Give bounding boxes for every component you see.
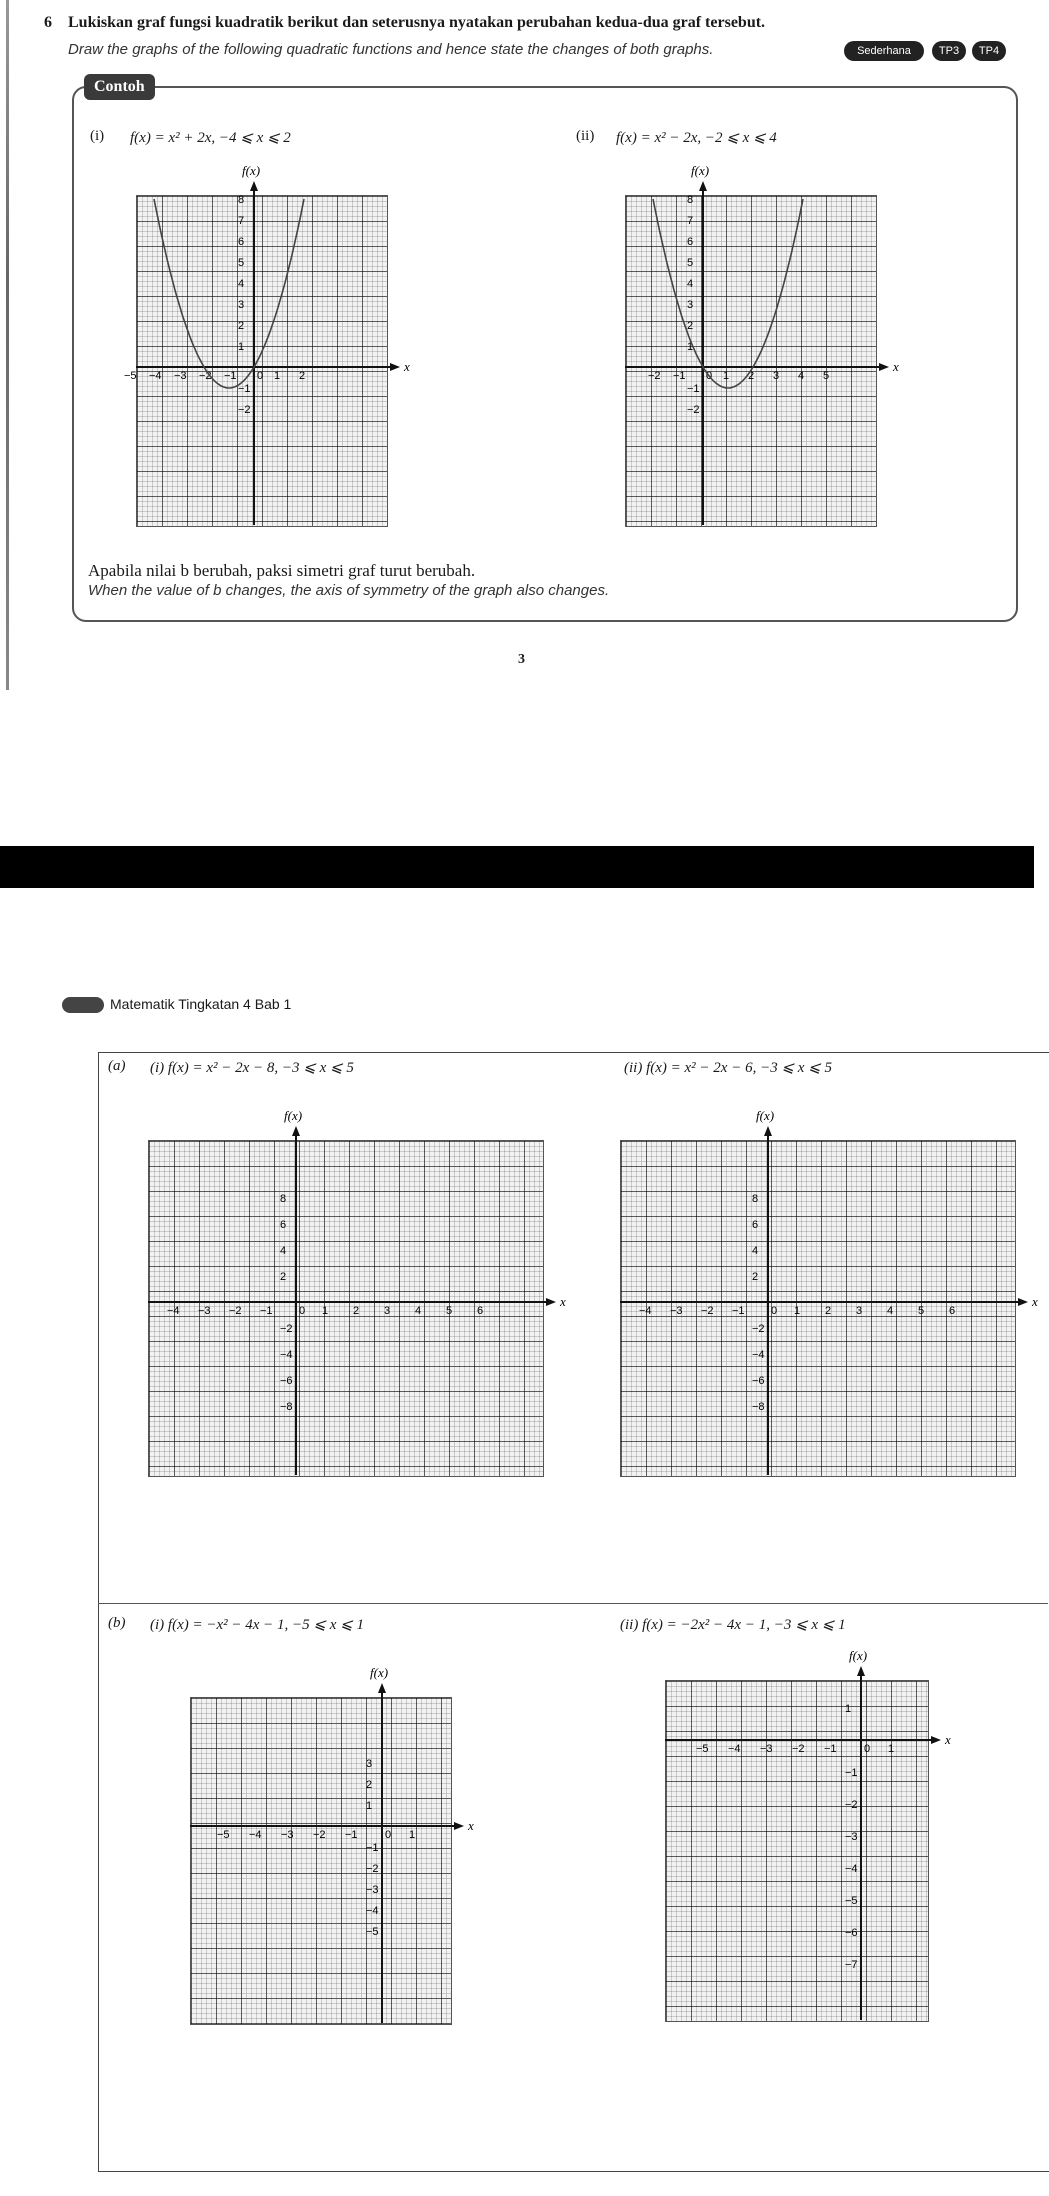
y-tick-label: −1 [366, 1842, 379, 1854]
part-a-ii-function: (ii) f(x) = x² − 2x − 6, −3 ⩽ x ⩽ 5 [624, 1060, 832, 1076]
x-tick-label: 2 [825, 1305, 832, 1317]
graph-b-i-axes [190, 1665, 474, 2023]
x-tick-label: 6 [949, 1305, 956, 1317]
y-tick-label: 2 [366, 1779, 373, 1791]
x-tick-label: −2 [701, 1305, 714, 1317]
y-tick-label: −1 [845, 1767, 858, 1779]
x-tick-label: −5 [217, 1829, 230, 1841]
x-tick-label: −5 [124, 370, 137, 382]
x-tick-label: −4 [249, 1829, 262, 1841]
page-separator [0, 846, 1034, 888]
graph-b-ii [665, 1648, 951, 2020]
y-tick-label: −1 [687, 383, 700, 395]
x-tick-label: 2 [299, 370, 306, 382]
y-tick-label: −6 [280, 1375, 293, 1387]
x-tick-label: 0 [299, 1305, 306, 1317]
x-tick-label: 1 [274, 370, 281, 382]
y-tick-label: 2 [687, 320, 694, 332]
y-tick-label: 4 [280, 1245, 287, 1257]
y-axis-label: f(x) [691, 163, 710, 178]
difficulty-badge: Sederhana [844, 41, 924, 61]
y-tick-label: 4 [687, 278, 694, 290]
x-tick-label: −3 [198, 1305, 211, 1317]
x-tick-label: 0 [706, 370, 713, 382]
x-tick-label: 5 [823, 370, 830, 382]
x-axis-label: x [945, 1732, 951, 1747]
x-axis-label: x [404, 359, 410, 374]
x-tick-label: 0 [385, 1829, 392, 1841]
y-tick-label: −6 [752, 1375, 765, 1387]
x-tick-label: 3 [856, 1305, 863, 1317]
x-tick-label: 4 [798, 370, 805, 382]
y-tick-label: 5 [687, 257, 694, 269]
x-tick-label: −3 [760, 1743, 773, 1755]
question-number: 6 [44, 14, 52, 31]
x-axis-label: x [560, 1294, 566, 1309]
y-tick-label: −2 [845, 1799, 858, 1811]
part-b-i-function: (i) f(x) = −x² − 4x − 1, −5 ⩽ x ⩽ 1 [150, 1617, 364, 1633]
page-number: 3 [518, 652, 525, 667]
y-tick-label: −5 [845, 1895, 858, 1907]
part-b-label: (b) [108, 1615, 126, 1631]
y-tick-label: −2 [280, 1323, 293, 1335]
x-tick-label: −1 [224, 370, 237, 382]
quadratic-curve [154, 199, 304, 388]
x-tick-label: −4 [149, 370, 162, 382]
page-header-text: Matematik Tingkatan 4 Bab 1 [110, 996, 292, 1012]
part-a-label: (a) [108, 1058, 126, 1074]
y-tick-label: 7 [687, 215, 694, 227]
y-tick-label: −3 [845, 1831, 858, 1843]
part-a-i-function: (i) f(x) = x² − 2x − 8, −3 ⩽ x ⩽ 5 [150, 1060, 354, 1076]
y-tick-label: −2 [366, 1863, 379, 1875]
x-tick-label: 1 [794, 1305, 801, 1317]
y-tick-label: −2 [752, 1323, 765, 1335]
example-part-i-function: f(x) = x² + 2x, −4 ⩽ x ⩽ 2 [130, 130, 291, 146]
graph-a-ii [620, 1108, 1038, 1475]
x-tick-label: −4 [167, 1305, 180, 1317]
y-axis-label: f(x) [756, 1108, 775, 1123]
conclusion-ms: Apabila nilai b berubah, paksi simetri graf turut berubah. [88, 561, 476, 580]
x-tick-label: 1 [723, 370, 730, 382]
y-tick-label: −5 [366, 1926, 379, 1938]
y-tick-label: −2 [687, 404, 700, 416]
x-tick-label: −1 [673, 370, 686, 382]
graph-example-ii [625, 163, 899, 525]
scan-edge [6, 0, 9, 690]
y-axis-label: f(x) [242, 163, 261, 178]
example-part-ii-function: f(x) = x² − 2x, −2 ⩽ x ⩽ 4 [616, 130, 777, 146]
y-tick-label: 3 [366, 1758, 373, 1770]
x-tick-label: −1 [824, 1743, 837, 1755]
x-tick-label: −2 [313, 1829, 326, 1841]
y-tick-label: 6 [238, 236, 245, 248]
quadratic-curve [653, 199, 803, 388]
x-tick-label: −2 [229, 1305, 242, 1317]
x-tick-label: −3 [670, 1305, 683, 1317]
conclusion-en: When the value of b changes, the axis of symmetry of the graph also changes. [88, 582, 610, 599]
graph-example-ii-axes [625, 163, 899, 525]
y-tick-label: −4 [845, 1863, 858, 1875]
x-tick-label: −2 [648, 370, 661, 382]
x-axis-label: x [468, 1818, 474, 1833]
page-header [62, 996, 291, 1013]
x-tick-label: −1 [260, 1305, 273, 1317]
y-tick-label: 1 [366, 1800, 373, 1812]
example-part-ii-label: (ii) [576, 128, 595, 144]
graph-a-i [148, 1108, 566, 1475]
y-axis-label: f(x) [370, 1665, 389, 1680]
y-tick-label: 4 [752, 1245, 759, 1257]
x-tick-label: 4 [415, 1305, 422, 1317]
y-axis-label: f(x) [284, 1108, 303, 1123]
x-tick-label: 4 [887, 1305, 894, 1317]
x-tick-label: 5 [446, 1305, 453, 1317]
x-axis-label: x [893, 359, 899, 374]
x-tick-label: −2 [199, 370, 212, 382]
part-b-ii-function: (ii) f(x) = −2x² − 4x − 1, −3 ⩽ x ⩽ 1 [620, 1617, 846, 1633]
y-tick-label: 2 [752, 1271, 759, 1283]
y-tick-label: 1 [238, 341, 245, 353]
x-tick-label: 2 [748, 370, 755, 382]
x-tick-label: −3 [281, 1829, 294, 1841]
question-text-en: Draw the graphs of the following quadratic functions and hence state the changes of both graphs. [68, 41, 714, 58]
y-tick-label: −1 [238, 383, 251, 395]
x-axis-label: x [1032, 1294, 1038, 1309]
x-tick-label: 3 [773, 370, 780, 382]
y-tick-label: 3 [687, 299, 694, 311]
x-tick-label: 6 [477, 1305, 484, 1317]
x-tick-label: 1 [322, 1305, 329, 1317]
y-tick-label: 8 [687, 194, 694, 206]
graph-example-i [124, 163, 410, 525]
x-tick-label: 3 [384, 1305, 391, 1317]
y-tick-label: 5 [238, 257, 245, 269]
x-tick-label: −3 [174, 370, 187, 382]
y-tick-label: 2 [238, 320, 245, 332]
answer-divider [98, 1603, 1048, 1604]
x-tick-label: −5 [696, 1743, 709, 1755]
y-tick-label: 3 [238, 299, 245, 311]
x-tick-label: 0 [771, 1305, 778, 1317]
y-tick-label: 2 [280, 1271, 287, 1283]
x-tick-label: 1 [409, 1829, 416, 1841]
y-tick-label: 6 [752, 1219, 759, 1231]
y-tick-label: 8 [238, 194, 245, 206]
y-tick-label: −4 [366, 1905, 379, 1917]
x-tick-label: 0 [864, 1743, 871, 1755]
x-tick-label: −1 [732, 1305, 745, 1317]
x-tick-label: 2 [353, 1305, 360, 1317]
y-tick-label: −2 [238, 404, 251, 416]
y-tick-label: 4 [238, 278, 245, 290]
y-tick-label: 8 [752, 1193, 759, 1205]
y-tick-label: 6 [687, 236, 694, 248]
x-tick-label: −4 [728, 1743, 741, 1755]
y-tick-label: 1 [845, 1703, 852, 1715]
graph-example-i-axes [124, 163, 410, 525]
x-tick-label: 0 [257, 370, 264, 382]
y-tick-label: −8 [752, 1401, 765, 1413]
y-tick-label: 1 [687, 341, 694, 353]
book-logo-icon [62, 997, 104, 1013]
y-tick-label: −7 [845, 1959, 858, 1971]
y-tick-label: −4 [752, 1349, 765, 1361]
y-tick-label: 7 [238, 215, 245, 227]
y-tick-label: −4 [280, 1349, 293, 1361]
tp3-badge: TP3 [932, 41, 966, 61]
x-tick-label: −4 [639, 1305, 652, 1317]
x-tick-label: −1 [345, 1829, 358, 1841]
tp4-badge: TP4 [972, 41, 1006, 61]
y-tick-label: −6 [845, 1927, 858, 1939]
y-tick-label: 8 [280, 1193, 287, 1205]
y-tick-label: −3 [366, 1884, 379, 1896]
y-tick-label: 6 [280, 1219, 287, 1231]
graph-b-ii-axes [665, 1648, 951, 2020]
graph-a-ii-axes [620, 1108, 1038, 1475]
example-tag: Contoh [84, 74, 155, 100]
graph-b-i [190, 1665, 474, 2023]
graph-a-i-axes [148, 1108, 566, 1475]
x-tick-label: 5 [918, 1305, 925, 1317]
y-axis-label: f(x) [849, 1648, 868, 1663]
x-tick-label: −2 [792, 1743, 805, 1755]
question-text-ms: Lukiskan graf fungsi kuadratik berikut dan seterusnya nyatakan perubahan kedua-dua graf tersebut. [68, 14, 766, 31]
x-tick-label: 1 [888, 1743, 895, 1755]
y-tick-label: −8 [280, 1401, 293, 1413]
example-part-i-label: (i) [90, 128, 105, 144]
